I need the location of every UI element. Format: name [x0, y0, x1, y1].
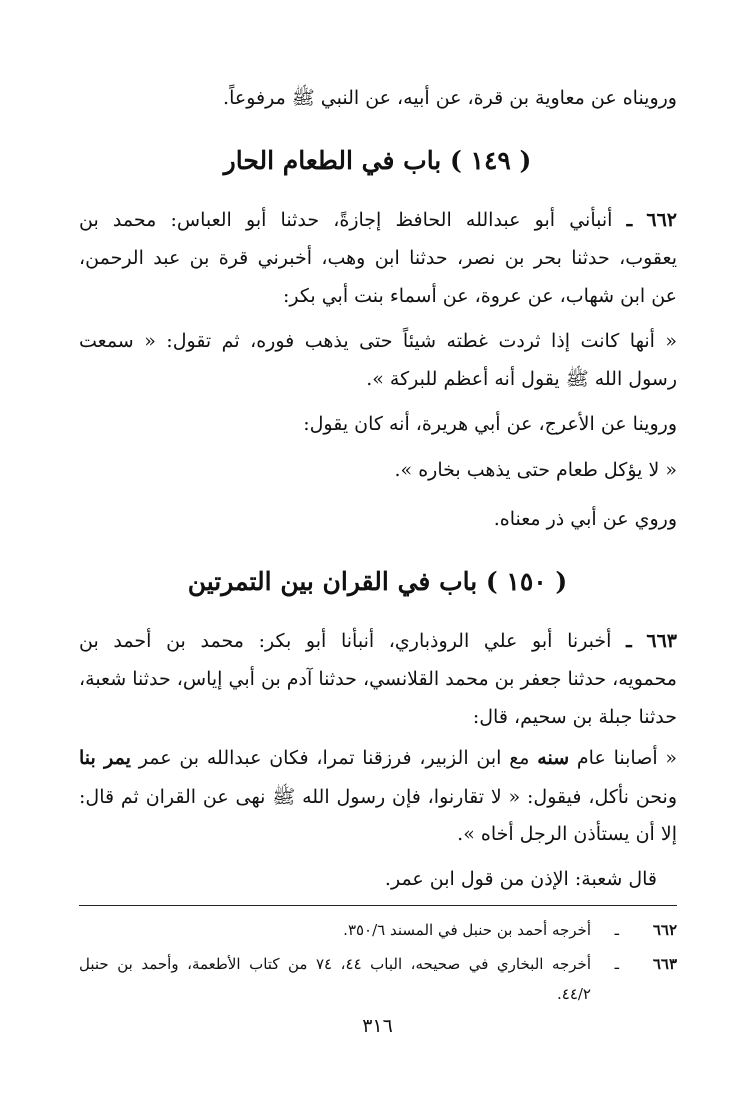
chapter-heading-150: ( ١٥٠ ) باب في القران بين التمرتين	[187, 567, 568, 596]
page-number: ٣١٦	[362, 1015, 393, 1037]
footnote-663-continuation: ٤٤/٢.	[556, 985, 591, 1003]
hadith-number: ٦٦٢	[646, 209, 677, 231]
footnote-separator	[79, 905, 677, 906]
hadith-662-line-2: يعقوب، حدثنا بحر بن نصر، حدثنا ابن وهب، أخبرني قرة بن عبد الرحمن،	[79, 247, 677, 269]
hadith-dash: ـ	[626, 630, 632, 652]
footnote-text: أخرجه أحمد بن حنبل في المسند ٣٥٠/٦.	[343, 921, 591, 939]
hadith-662-matn-line-1: « أنها كانت إذا ثردت غطته شيئاً حتى يذهب فوره، ثم تقول: « سمعت	[79, 330, 677, 352]
hadith-number: ٦٦٣	[646, 630, 677, 652]
narration-line-c: وروي عن أبي ذر معناه.	[493, 508, 677, 530]
narration-line-d: قال شعبة: الإذن من قول ابن عمر.	[384, 868, 657, 890]
footnote-dash: ـ	[614, 921, 619, 939]
footnote-number: ٦٦٣	[652, 955, 677, 973]
footnote-text: أخرجه البخاري في صحيحه، الباب ٤٤، ٧٤ من كتاب الأطعمة، وأحمد بن حنبل	[79, 955, 591, 973]
footnote-number: ٦٦٢	[652, 921, 677, 939]
narration-line-b: « لا يؤكل طعام حتى يذهب بخاره ».	[394, 459, 677, 481]
hadith-663-line-3: حدثنا جبلة بن سحيم، قال:	[472, 706, 677, 728]
footnote-662	[79, 918, 677, 942]
hadith-663-matn-line-2: ونحن نأكل، فيقول: « لا تقارنوا، فإن رسول الله ﷺ نهى عن القران ثم قال:	[79, 786, 677, 808]
hadith-663-matn-line-1	[79, 744, 677, 772]
hadith-663-matn-line-3: إلا أن يستأذن الرجل أخاه ».	[457, 823, 677, 845]
matn-text: مع ابن الزبير، فرزقنا تمرا، فكان عبدالله بن عمر	[138, 747, 530, 769]
matn-text: « أصابنا عام	[576, 747, 677, 769]
matn-bold-phrase: يمر بنا	[79, 747, 131, 769]
hadith-663-line-2: محمويه، حدثنا جعفر بن محمد القلانسي، حدثنا آدم بن أبي إياس، حدثنا شعبة،	[79, 668, 677, 690]
isnad-text: أنبأني أبو عبدالله الحافظ إجازةً، حدثنا أبو العباس: محمد بن	[79, 209, 613, 231]
hadith-dash: ـ	[626, 209, 633, 231]
narration-line-a: وروينا عن الأعرج، عن أبي هريرة، أنه كان يقول:	[303, 413, 677, 435]
chapter-heading-149: ( ١٤٩ ) باب في الطعام الحار	[223, 146, 532, 175]
hadith-662-line-1	[79, 206, 677, 234]
hadith-662-line-3: عن ابن شهاب، عن عروة، عن أسماء بنت أبي بكر:	[282, 285, 677, 307]
footnote-663	[79, 952, 677, 976]
footnote-dash: ـ	[614, 955, 619, 973]
opening-line: ورويناه عن معاوية بن قرة، عن أبيه، عن النبي ﷺ مرفوعاً.	[223, 87, 677, 109]
isnad-text: أخبرنا أبو علي الروذباري، أنبأنا أبو بكر: محمد بن أحمد بن	[79, 630, 612, 652]
hadith-663-line-1	[79, 627, 677, 655]
hadith-662-matn-line-2: رسول الله ﷺ يقول أنه أعظم للبركة ».	[366, 368, 677, 390]
matn-bold-word: سنه	[537, 747, 570, 769]
